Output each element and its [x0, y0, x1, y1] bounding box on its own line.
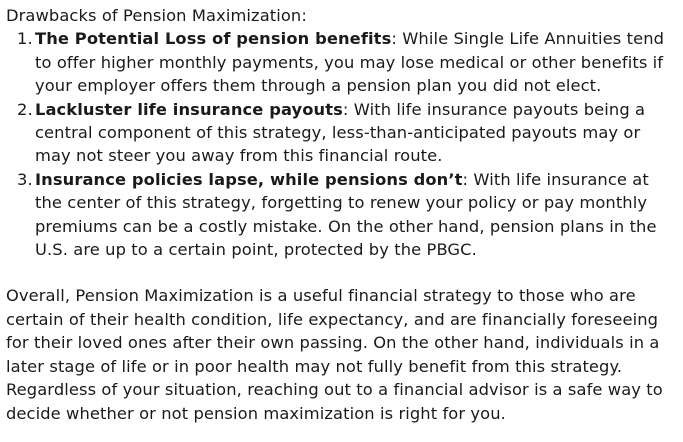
list-item-number: 1.: [17, 29, 33, 49]
list-item-title: Lackluster life insurance payouts: [35, 99, 343, 119]
list-item-text: : With life insurance payouts being a central component of this strategy, less-than-anticipated payouts may or may not steer you away from this financial route.: [35, 99, 646, 166]
list-item: [17, 27, 677, 97]
list-item: [17, 98, 677, 168]
list-item-title: Insurance policies lapse, while pensions don’t: [35, 169, 463, 189]
list-item-number: 2.: [17, 99, 33, 119]
list-item-text: : While Single Life Annuities tend to offer higher monthly payments, you may lose medical or other benefits if your employer offers them through a pension plan you did not elect.: [35, 29, 665, 96]
list-item-text: : With life insurance at the center of this strategy, forgetting to renew your policy or pay monthly premiums can be a costly mistake. On the other hand, pension plans in the U.S. are up to a certain point, protected by the PBGC.: [35, 169, 657, 260]
drawbacks-list: [6, 27, 677, 261]
conclusion-paragraph: Overall, Pension Maximization is a useful financial strategy to those who are certain of their health condition, life expectancy, and are financially foreseeing for their loved ones after their own passing. On the other hand, individuals in a later stage of life or in poor health may not fully benefit from this strategy. Regardless of your situation, reaching out to a financial advisor is a safe way to decide whether or not pension maximization is right for you.: [6, 286, 663, 423]
list-item-body: [35, 98, 677, 168]
list-item: [17, 168, 677, 262]
list-item-number: 3.: [17, 169, 33, 189]
section-heading: Drawbacks of Pension Maximization:: [6, 6, 307, 25]
list-item-body: [35, 27, 677, 97]
list-item-body: [35, 168, 677, 262]
list-item-title: The Potential Loss of pension benefits: [35, 29, 392, 49]
